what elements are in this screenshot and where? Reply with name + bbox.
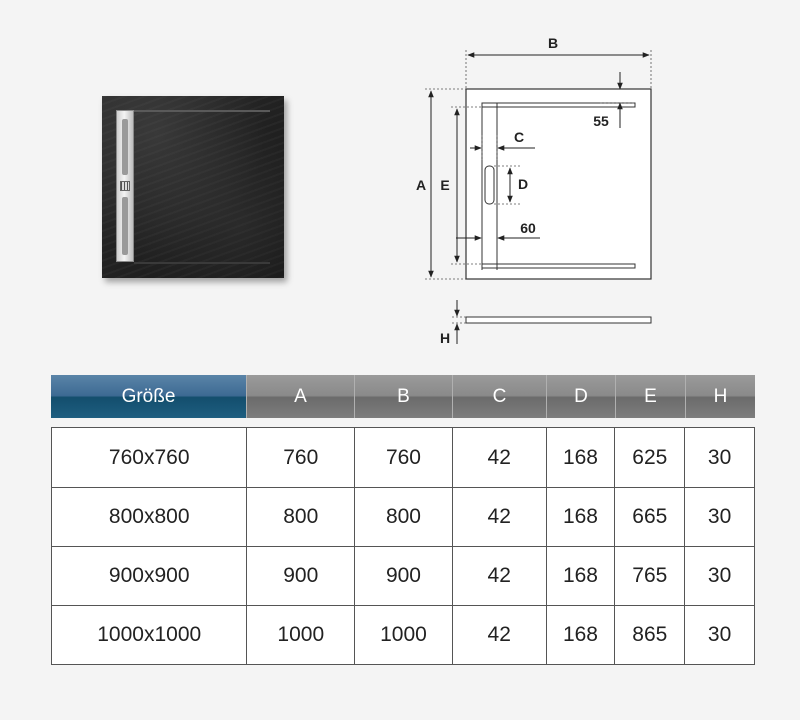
label-60: 60: [520, 220, 536, 236]
label-h: H: [439, 330, 451, 346]
header-c: C: [452, 375, 546, 418]
cell-c: 42: [452, 606, 546, 664]
cell-h: 30: [684, 488, 754, 546]
cell-c: 42: [452, 547, 546, 605]
size-table: [51, 375, 755, 665]
header-d: D: [546, 375, 615, 418]
label-d: D: [517, 176, 529, 192]
cell-h: 30: [684, 547, 754, 605]
cell-b: 800: [354, 488, 452, 546]
header-b: B: [354, 375, 452, 418]
table-row: [52, 428, 754, 487]
cell-d: 168: [546, 547, 615, 605]
cell-c: 42: [452, 488, 546, 546]
label-b: B: [547, 35, 559, 51]
cell-a: 900: [246, 547, 354, 605]
header-e: E: [615, 375, 685, 418]
table-row: [52, 605, 754, 664]
drain-outlet-slot: [485, 166, 494, 204]
cell-a: 800: [246, 488, 354, 546]
cell-e: 625: [614, 428, 684, 487]
cell-e: 865: [614, 606, 684, 664]
cell-d: 168: [546, 428, 615, 487]
cell-e: 765: [614, 547, 684, 605]
cell-size: 760x760: [108, 445, 190, 469]
label-55: 55: [593, 113, 609, 129]
label-c: C: [513, 129, 525, 145]
cell-h: 30: [684, 428, 754, 487]
table-row: [52, 487, 754, 546]
header-a: A: [246, 375, 354, 418]
header-groesse: Größe: [51, 375, 246, 418]
cell-size: 900x900: [108, 564, 190, 587]
cell-d: 168: [546, 606, 615, 664]
tray-profile: [466, 317, 651, 323]
cell-a: 760: [246, 428, 354, 487]
cell-size: 800x800: [108, 505, 190, 528]
table-body: [51, 427, 755, 665]
cell-c: 42: [452, 428, 546, 487]
cell-b: 900: [354, 547, 452, 605]
cell-a: 1000: [246, 606, 354, 664]
table-header: [51, 375, 755, 418]
table-row: [52, 546, 754, 605]
cell-size: 1000x1000: [97, 623, 202, 646]
header-h: H: [685, 375, 755, 418]
cell-b: 760: [354, 428, 452, 487]
label-a: A: [415, 177, 427, 193]
cell-e: 665: [614, 488, 684, 546]
label-e: E: [440, 177, 450, 193]
cell-d: 168: [546, 488, 615, 546]
cell-b: 1000: [354, 606, 452, 664]
cell-h: 30: [684, 606, 754, 664]
